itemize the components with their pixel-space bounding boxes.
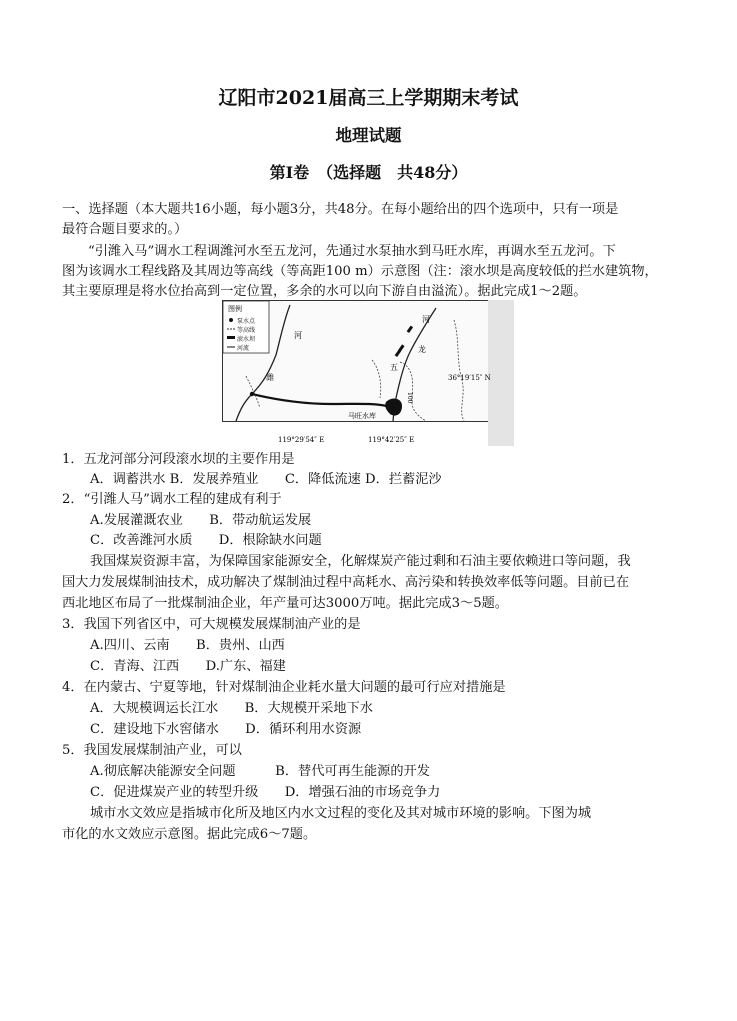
passage1-line: “引潍入马”调水工程调潍河水至五龙河，先通过水泵抽水到马旺水库，再调水至五龙河。下 xyxy=(88,244,616,259)
question-stem: 1．五龙河部分河段滚水坝的主要作用是 xyxy=(62,452,295,467)
map-label: 潍 xyxy=(266,373,274,382)
legend-item: 等高线 xyxy=(237,327,256,334)
passage1-line: 其主要原理是将水位抬高到一定位置，多余的水可以向下游自由溢流）。据此完成1～2题。 xyxy=(62,284,587,299)
legend-item: 河流 xyxy=(237,345,250,352)
question-option: A．调蓄洪水 B．发展养殖业 C．降低流速 D．拦蓄泥沙 xyxy=(90,472,442,487)
passage2-line: 我国煤炭资源丰富，为保障国家能源安全，化解煤炭产能过剩和石油主要依赖进口等问题，我 xyxy=(90,554,631,569)
question-stem: 4．在内蒙古、宁夏等地，针对煤制油企业耗水量大问题的最可行应对措施是 xyxy=(62,680,506,695)
longitude-label: 119°42′25″ E xyxy=(368,436,415,444)
weir-icon xyxy=(227,336,235,339)
question-stem: 2．“引潍人马”调水工程的建成有利于 xyxy=(62,492,282,507)
question-stem: 5．我国发展煤制油产业，可以 xyxy=(62,743,242,758)
water-diversion-map xyxy=(222,300,514,446)
question-option: A．大规模调运长江水 B．大规模开采地下水 xyxy=(90,701,373,716)
legend-item: 滚水坝 xyxy=(237,336,256,343)
exam-subtitle: 地理试题 xyxy=(335,126,402,145)
map-label: 龙 xyxy=(418,345,426,354)
passage3-line: 城市水文效应是指城市化所及地区内水文过程的变化及其对城市环境的影响。下图为城 xyxy=(90,806,592,821)
question-option: C．建设地下水窖储水 D．循环利用水资源 xyxy=(90,722,362,737)
longitude-label: 119°29′54″ E xyxy=(278,436,325,444)
question-option: A.彻底解决能源安全问题 B．替代可再生能源的开发 xyxy=(90,764,430,779)
map-label: 五 xyxy=(390,363,398,372)
pump-point-icon xyxy=(229,318,233,322)
question-option: C．促进煤炭产业的转型升级 D．增强石油的市场竞争力 xyxy=(90,785,441,800)
question-option: A.发展灌溉农业 B．带动航运发展 xyxy=(90,513,312,528)
latitude-label: 36°19′15″ N xyxy=(448,374,491,382)
question-option: A.四川、云南 B．贵州、山西 xyxy=(90,638,285,653)
map-label: 马旺水库 xyxy=(348,412,376,420)
question-stem: 3．我国下列省区中，可大规模发展煤制油产业的是 xyxy=(62,617,361,632)
legend-title: 图例 xyxy=(228,305,242,313)
map-label: 河 xyxy=(294,331,302,340)
pump-point xyxy=(250,392,254,396)
intro-line: 最符合题目要求的。） xyxy=(62,222,188,237)
passage2-line: 西北地区布局了一批煤制油企业，年产量可达3000万吨。据此完成3～5题。 xyxy=(62,596,508,611)
map-label: 河 xyxy=(422,315,430,324)
legend-item: 泵水点 xyxy=(237,318,256,325)
passage3-line: 市化的水文效应示意图。据此完成6～7题。 xyxy=(62,827,317,842)
intro-line: 一、选择题（本大题共16小题，每小题3分，共48分。在每小题给出的四个选项中，只有一项是 xyxy=(62,202,619,217)
question-option: C．改善潍河水质 D．根除缺水问题 xyxy=(90,533,322,548)
passage1-line: 图为该调水工程线路及其周边等高线（等高距100 m）示意图（注：滚水坝是高度较低的拦水建筑物， xyxy=(62,264,658,279)
section-heading: 第Ⅰ卷 （选择题 共48分） xyxy=(269,163,468,182)
exam-title: 辽阳市2021届高三上学期期末考试 xyxy=(218,87,519,109)
question-option: C．青海、江西 D.广东、福建 xyxy=(90,659,286,674)
contour-label: 100 xyxy=(406,392,413,404)
passage2-line: 国大力发展煤制油技术，成功解决了煤制油过程中高耗水、高污染和转换效率低等问题。目前已在 xyxy=(62,575,630,590)
